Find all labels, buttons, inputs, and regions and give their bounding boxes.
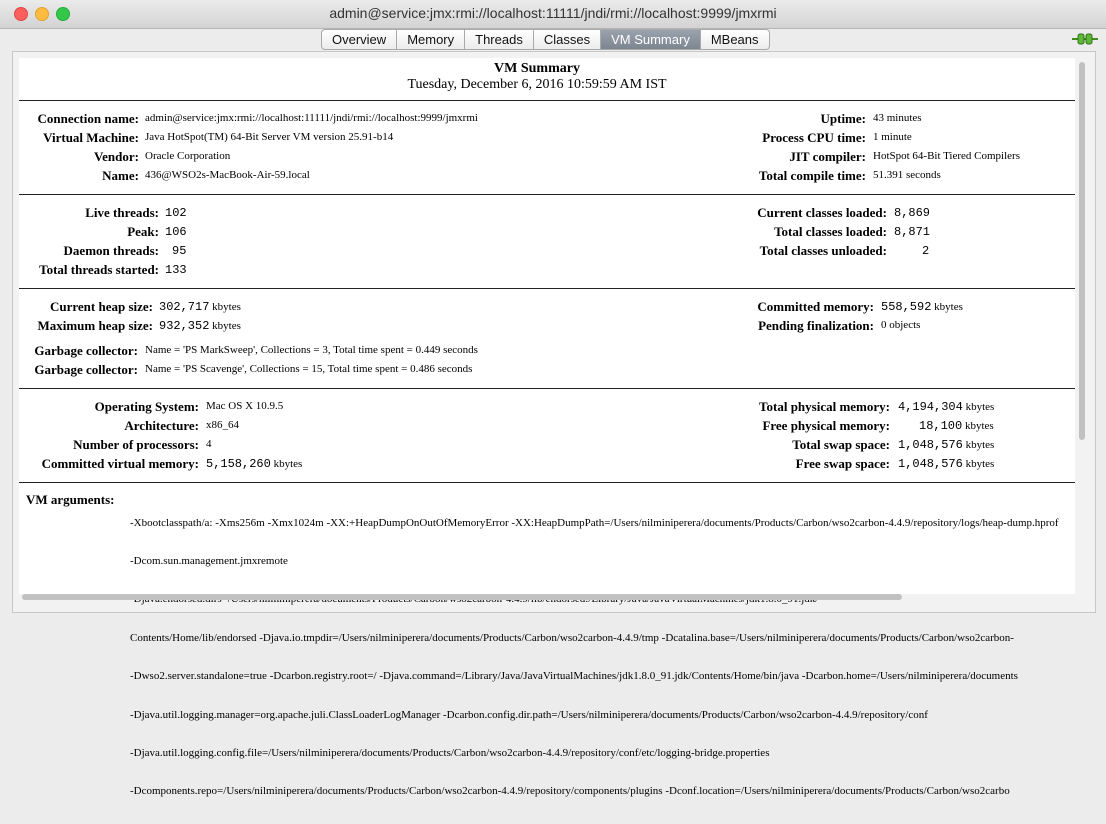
horizontal-scrollbar-thumb[interactable] <box>22 594 902 600</box>
label-garbage-collector-marksweep: Garbage collector: <box>34 343 138 358</box>
unit-total-physical-memory: kbytes <box>965 401 995 413</box>
label-uptime: Uptime: <box>820 111 866 126</box>
unit-current-heap-size: kbytes <box>212 301 241 313</box>
plug-icon[interactable] <box>1072 33 1098 45</box>
label-daemon-threads: Daemon threads: <box>63 243 159 258</box>
value-total-compile-time: 51.391 seconds <box>873 169 941 181</box>
value-daemon-threads: 95 <box>172 244 187 258</box>
label-peak: Peak: <box>127 224 159 239</box>
value-garbage-collector-marksweep: Name = 'PS MarkSweep', Collections = 3, Total time spent = 0.449 seconds <box>145 344 478 356</box>
tab-classes[interactable]: Classes <box>534 29 601 50</box>
label-total-classes-unloaded: Total classes unloaded: <box>759 243 887 258</box>
value-garbage-collector-scavenge: Name = 'PS Scavenge', Collections = 15, Total time spent = 0.486 seconds <box>145 363 473 375</box>
divider <box>19 388 1075 389</box>
unit-maximum-heap-size: kbytes <box>212 320 241 332</box>
value-live-threads: 102 <box>165 206 187 220</box>
value-operating-system: Mac OS X 10.9.5 <box>206 400 284 412</box>
label-total-swap-space: Total swap space: <box>792 437 890 452</box>
label-architecture: Architecture: <box>124 418 199 433</box>
vm-argument-line: Contents/Home/lib/endorsed -Djava.io.tmpdir=/Users/nilminiperera/documents/Products/Carbon/wso2carbon-4.4.9/tmp -Dcatalina.base=/Users/nilminiperera/documents/Products/Carbon/wso2carbon- <box>130 631 1014 644</box>
divider <box>19 100 1075 101</box>
value-total-classes-loaded: 8,871 <box>894 225 931 239</box>
tab-vm-summary[interactable]: VM Summary <box>601 29 701 50</box>
label-number-of-processors: Number of processors: <box>73 437 199 452</box>
value-peak: 106 <box>165 225 187 239</box>
vm-argument-line: -Xbootclasspath/a: -Xms256m -Xmx1024m -XX:+HeapDumpOnOutOfMemoryError -XX:HeapDumpPath=/Users/nilminiperera/documents/Products/Carbon/wso2carbon-4.4.9/repository/logs/heap-dump.hprof <box>130 516 1059 529</box>
value-free-swap-space: 1,048,576 <box>898 457 963 471</box>
value-free-physical-memory: 18,100 <box>919 419 963 433</box>
label-name: Name: <box>102 168 139 183</box>
value-uptime: 43 minutes <box>873 112 922 124</box>
tab-overview[interactable]: Overview <box>321 29 397 50</box>
label-current-classes-loaded: Current classes loaded: <box>757 205 887 220</box>
vm-argument-line: -Dcomponents.repo=/Users/nilminiperera/documents/Products/Carbon/wso2carbon-4.4.9/repository/components/plugins -Dconf.location=/Users/nilminiperera/documents/Products/Carbon/wso2carbo <box>130 785 1010 798</box>
vm-argument-line: -Djava.util.logging.manager=org.apache.juli.ClassLoaderLogManager -Dcarbon.config.dir.path=/Users/nilminiperera/documents/Products/Carbon/wso2carbon-4.4.9/repository/conf <box>130 708 928 721</box>
value-connection-name: admin@service:jmx:rmi://localhost:11111/jndi/rmi://localhost:9999/jmxrmi <box>145 112 478 124</box>
value-architecture: x86_64 <box>206 419 239 431</box>
label-total-compile-time: Total compile time: <box>758 168 866 183</box>
summary-date: Tuesday, December 6, 2016 10:59:59 AM IST <box>407 77 667 92</box>
label-total-classes-loaded: Total classes loaded: <box>774 224 887 239</box>
unit-free-physical-memory: kbytes <box>964 420 994 432</box>
value-total-physical-memory: 4,194,304 <box>898 400 963 414</box>
divider <box>19 482 1075 483</box>
value-jit-compiler: HotSpot 64-Bit Tiered Compilers <box>873 150 1020 162</box>
value-pending-finalization: 0 objects <box>881 319 921 331</box>
unit-free-swap-space: kbytes <box>965 458 995 470</box>
divider <box>19 194 1075 195</box>
summary-title: VM Summary <box>494 61 580 76</box>
divider <box>19 288 1075 289</box>
value-total-classes-unloaded: 2 <box>922 244 930 258</box>
label-garbage-collector-scavenge: Garbage collector: <box>34 362 138 377</box>
value-committed-memory: 558,592 <box>881 300 932 314</box>
value-number-of-processors: 4 <box>206 438 212 450</box>
vm-argument-line: -Dcom.sun.management.jmxremote <box>130 554 288 567</box>
value-total-threads-started: 133 <box>165 263 187 277</box>
tab-bar <box>321 29 770 49</box>
label-current-heap-size: Current heap size: <box>49 299 153 314</box>
value-current-classes-loaded: 8,869 <box>894 206 931 220</box>
unit-total-swap-space: kbytes <box>965 439 995 451</box>
label-total-threads-started: Total threads started: <box>39 262 159 277</box>
value-maximum-heap-size: 932,352 <box>159 319 210 333</box>
tab-mbeans[interactable]: MBeans <box>701 29 770 50</box>
window-title: admin@service:jmx:rmi://localhost:11111/jndi/rmi://localhost:9999/jmxrmi <box>329 5 777 21</box>
vertical-scrollbar-thumb[interactable] <box>1079 62 1085 440</box>
label-vm-arguments: VM arguments: <box>26 492 115 507</box>
vm-summary-content <box>19 58 1075 798</box>
value-virtual-machine: Java HotSpot(TM) 64-Bit Server VM version 25.91-b14 <box>145 131 394 143</box>
label-vendor: Vendor: <box>93 149 139 164</box>
label-operating-system: Operating System: <box>94 399 199 414</box>
value-name: 436@WSO2s-MacBook-Air-59.local <box>145 169 310 181</box>
vm-arguments-text <box>130 491 1075 798</box>
value-total-swap-space: 1,048,576 <box>898 438 963 452</box>
title-bar <box>0 0 1106 29</box>
label-free-swap-space: Free swap space: <box>795 456 890 471</box>
vm-argument-line: -Djava.util.logging.config.file=/Users/nilminiperera/documents/Products/Carbon/wso2carbon-4.4.9/repository/conf/etc/logging-bridge.properties <box>130 746 770 759</box>
label-committed-virtual-memory: Committed virtual memory: <box>41 456 199 471</box>
value-committed-virtual-memory: 5,158,260 <box>206 457 271 471</box>
unit-committed-memory: kbytes <box>934 301 963 313</box>
label-connection-name: Connection name: <box>37 111 139 126</box>
value-vendor: Oracle Corporation <box>145 150 231 162</box>
tab-threads[interactable]: Threads <box>465 29 534 50</box>
value-process-cpu-time: 1 minute <box>873 131 912 143</box>
unit-committed-virtual-memory: kbytes <box>273 458 303 470</box>
label-virtual-machine: Virtual Machine: <box>43 130 139 145</box>
vm-argument-line: -Dwso2.server.standalone=true -Dcarbon.registry.root=/ -Djava.command=/Library/Java/JavaVirtualMachines/jdk1.8.0_91.jdk/Contents/Home/bin/java -Dcarbon.home=/Users/nilminiperera/documents <box>130 670 1018 683</box>
label-maximum-heap-size: Maximum heap size: <box>37 318 153 333</box>
tab-memory[interactable]: Memory <box>397 29 465 50</box>
label-committed-memory: Committed memory: <box>757 299 874 314</box>
label-pending-finalization: Pending finalization: <box>758 318 874 333</box>
value-current-heap-size: 302,717 <box>159 300 210 314</box>
label-jit-compiler: JIT compiler: <box>789 149 866 164</box>
label-free-physical-memory: Free physical memory: <box>762 418 890 433</box>
label-live-threads: Live threads: <box>85 205 159 220</box>
label-process-cpu-time: Process CPU time: <box>762 130 866 145</box>
label-total-physical-memory: Total physical memory: <box>759 399 890 414</box>
